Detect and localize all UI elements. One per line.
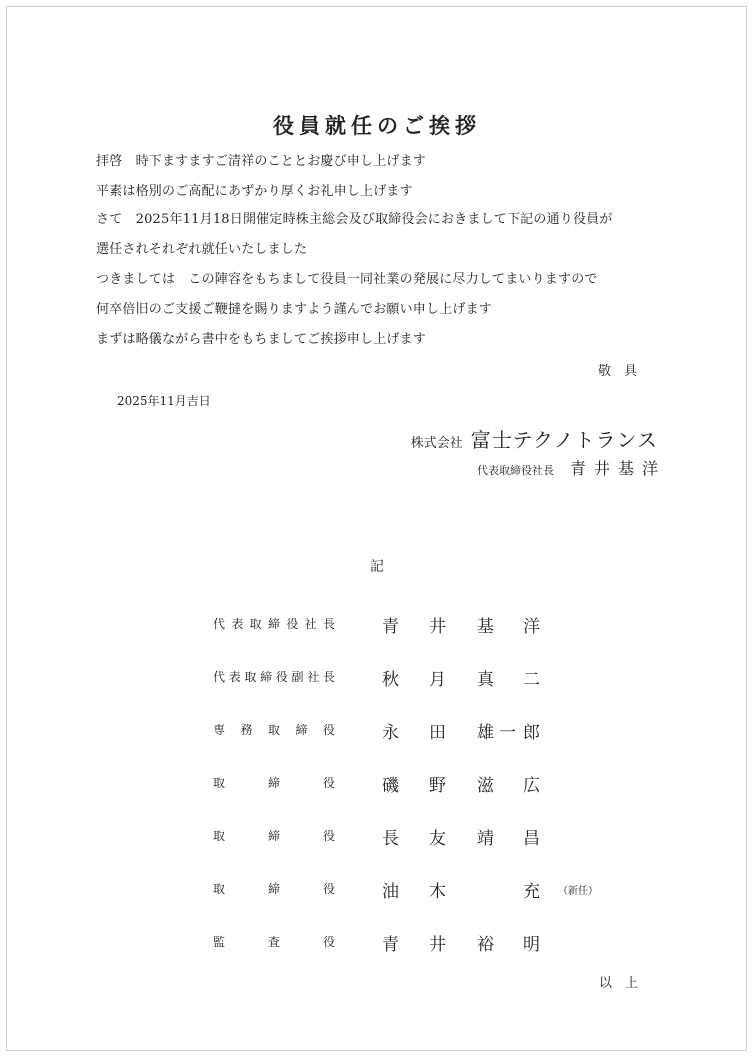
officer-name-char: 井 <box>429 617 446 637</box>
officer-position-char: 代 <box>213 670 226 684</box>
body-line: 拝啓 時下ますますご清祥のこととお慶び申し上げます <box>96 154 427 169</box>
officer-position-char: 取 <box>213 829 226 843</box>
officer-position-char: 締 <box>267 882 280 896</box>
officer-name-char: 滋 <box>477 776 494 796</box>
officer-name-char: 長 <box>382 829 399 849</box>
officer-name-char: 野 <box>429 776 446 796</box>
officer-name-char: 月 <box>429 670 446 690</box>
officer-name-char: 郎 <box>523 723 540 743</box>
representative-title: 代表取締役社長 <box>476 464 554 477</box>
officer-position-char: 社 <box>307 670 320 684</box>
officer-name-char: 青 <box>382 935 399 955</box>
company-name: 富士テクノトランス <box>470 428 658 452</box>
officer-name-char: 明 <box>523 935 540 955</box>
officer-position-char: 締 <box>267 829 280 843</box>
officer-position-char: 締 <box>295 723 308 737</box>
officer-name-char: 油 <box>382 882 399 902</box>
officer-position-char: 取 <box>213 776 226 790</box>
body-line: 何卒倍旧のご支援ご鞭撻を賜りますよう謹んでお願い申し上げます <box>96 302 493 317</box>
officer-name-char: 一 <box>499 723 516 743</box>
officer-name-char: 広 <box>523 776 540 796</box>
representative-name: 青井基洋 <box>569 459 666 478</box>
officer-position <box>213 615 335 632</box>
officer-name-char: 秋 <box>382 670 399 690</box>
body-line: まずは略儀ながら書中をもちましてご挨拶申し上げます <box>96 332 427 347</box>
officer-position-char: 役 <box>286 617 299 631</box>
letter-date: 2025年11月吉日 <box>117 394 211 408</box>
officer-position <box>213 827 335 844</box>
officer-row <box>0 612 754 642</box>
body-line: さて 2025年11月18日開催定時株主総会及び取締役会におきまして下記の通り役員が <box>96 212 613 227</box>
ki-heading: 記 <box>370 559 384 575</box>
officer-position <box>213 774 335 791</box>
company-line <box>411 424 658 453</box>
officer-position-char: 監 <box>213 935 226 949</box>
representative-line <box>476 456 666 479</box>
officer-row <box>0 877 754 907</box>
officer-position-char: 取 <box>213 882 226 896</box>
officer-name-char: 充 <box>523 882 540 902</box>
officer-position-char: 締 <box>260 670 273 684</box>
officer-row <box>0 665 754 695</box>
officer-name-char: 井 <box>429 935 446 955</box>
officer-name-char: 木 <box>429 882 446 902</box>
officer-name-char: 永 <box>382 723 399 743</box>
document-title: 役員就任のご挨拶 <box>273 113 481 138</box>
officer-name-char: 真 <box>477 670 494 690</box>
officer-note: （新任） <box>558 886 598 897</box>
officer-position-char: 査 <box>267 935 280 949</box>
officer-row <box>0 824 754 854</box>
officer-row <box>0 718 754 748</box>
officer-position-char: 表 <box>228 670 241 684</box>
officer-position-char: 取 <box>267 723 280 737</box>
officer-position-char: 役 <box>275 670 288 684</box>
officer-position <box>213 721 335 738</box>
officer-position-char: 役 <box>322 882 335 896</box>
officer-position-char: 締 <box>267 776 280 790</box>
officer-name-char: 靖 <box>477 829 494 849</box>
officer-name-char: 青 <box>382 617 399 637</box>
officer-position-char: 副 <box>291 670 304 684</box>
officer-position-char: 役 <box>322 723 335 737</box>
officer-position <box>213 668 335 685</box>
officer-position-char: 締 <box>267 617 280 631</box>
officer-position-char: 社 <box>304 617 317 631</box>
officer-name-char: 田 <box>429 723 446 743</box>
company-type: 株式会社 <box>410 436 463 451</box>
officer-row <box>0 930 754 960</box>
officer-position-char: 役 <box>322 829 335 843</box>
officer-name-char: 友 <box>429 829 446 849</box>
body-line: つきましては この陣容をもちまして役員一同社業の発展に尽力してまいりますので <box>96 272 598 287</box>
officer-position-char: 役 <box>322 776 335 790</box>
end-mark: 以 上 <box>599 976 639 991</box>
officer-name-char: 二 <box>523 670 540 690</box>
officer-position-char: 役 <box>322 935 335 949</box>
officer-position-char: 取 <box>249 617 262 631</box>
officer-position-char: 代 <box>213 617 226 631</box>
officer-position-char: 専 <box>213 723 226 737</box>
officer-position-char: 務 <box>240 723 253 737</box>
officer-position-char: 取 <box>244 670 257 684</box>
officer-position-char: 長 <box>322 670 335 684</box>
body-line: 平素は格別のご高配にあずかり厚くお礼申し上げます <box>96 184 413 199</box>
officer-position-char: 表 <box>231 617 244 631</box>
officer-position-char: 長 <box>322 617 335 631</box>
closing-keigu: 敬 具 <box>598 364 638 379</box>
officer-row <box>0 771 754 801</box>
officer-name-char: 昌 <box>523 829 540 849</box>
officer-position <box>213 880 335 897</box>
officer-position <box>213 933 335 950</box>
officer-name-char: 裕 <box>477 935 494 955</box>
officer-name-char: 洋 <box>523 617 540 637</box>
body-line: 選任されそれぞれ就任いたしました <box>96 242 308 257</box>
officer-name-char: 雄 <box>477 723 494 743</box>
officer-name-char: 基 <box>477 617 494 637</box>
officer-name-char: 磯 <box>382 776 399 796</box>
